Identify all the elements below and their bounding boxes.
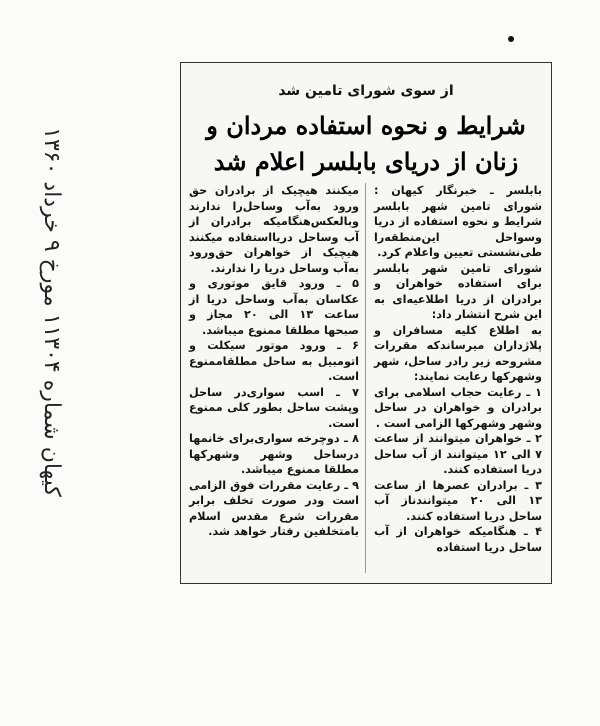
article-headline-line-1: شرایط و نحوه استفاده مردان و bbox=[206, 111, 526, 140]
paragraph: میکنند هیچیک از برادران حق ورود به‌آب وساحل‌را ندارند وبالعکس‌هنگامیکه برادران از آب وساحل دریااستفاده میکنند هیچیک از خواهران حق‌ورود به‌آب وساحل دریا را ندارند. bbox=[189, 184, 359, 275]
paragraph: ۱ ـ رعایت حجاب اسلامی برای برادران و خواهران در ساحل وشهر وشهرکها الزامی است . bbox=[374, 385, 542, 430]
ink-dot bbox=[508, 36, 514, 42]
paragraph: ۲ ـ خواهران میتوانند از ساعت ۷ الی ۱۲ میتوانند از آب ساحل دریا استفاده کنند. bbox=[374, 432, 542, 476]
article-column-right bbox=[374, 183, 542, 555]
paragraph: ۸ ـ دوچرخه سواری‌برای خانمها درساحل وشهر وشهرکها مطلقا ممنوع میباشد. bbox=[189, 432, 359, 476]
article-supertitle: از سوی شورای تامین شد bbox=[278, 83, 454, 99]
paragraph: بابلسر ـ خبرنگار کیهان : شورای تامین شهر بابلسر شرایط و نحوه استفاده از دریا وسواحل این‌منطقه‌را طی‌نشستی تعیین واعلام کرد. bbox=[374, 184, 542, 259]
paragraph: ۵ ـ ورود قایق موتوری و عکاسان به‌آب وساحل دریا از ساعت ۱۳ الی ۲۰ مجاز و صبحها مطلقا ممنوع میباشد. bbox=[189, 277, 359, 337]
paragraph: ۹ ـ رعایت مقررات فوق الزامی است ودر صورت تخلف برابر مقررات شرع مقدس اسلام بامتخلفین رفتار خواهد شد. bbox=[189, 478, 359, 538]
paragraph: شورای تامین شهر بابلسر برای استفاده خواهران و برادران از دریا اطلاعیه‌ای به این شرح انتشار داد: bbox=[374, 261, 542, 321]
newspaper-clipping bbox=[180, 62, 552, 584]
paragraph: ۶ ـ ورود موتور سیکلت و اتومبیل به ساحل مطلقاممنوع است. bbox=[189, 339, 359, 383]
article-headline-line-2: زنان از دریای بابلسر اعلام شد bbox=[213, 147, 519, 176]
handwritten-archive-note: کیهان شماره ۱۱۳۰۴ مورخ ۹ خرداد ۱۳۶۰ bbox=[39, 127, 64, 497]
column-divider bbox=[365, 183, 366, 573]
paragraph: ۷ ـ اسب سواری‌در ساحل وپشت ساحل بطور کلی ممنوع است. bbox=[189, 385, 359, 430]
paragraph: ۴ ـ هنگامیکه خواهران از آب ساحل دریا استفاده bbox=[374, 525, 542, 554]
article-column-left bbox=[189, 183, 359, 540]
paragraph: ۳ ـ برادران عصرها از ساعت ۱۳ الی ۲۰ میتوانندناز آب ساحل دریا استفاده کنند. bbox=[374, 478, 542, 523]
paragraph: به اطلاع کلیه مسافران و پلاژداران میرساندکه مقررات مشروحه زیر رادر ساحل، شهر وشهرکها رعایت نمایند: bbox=[374, 323, 542, 383]
